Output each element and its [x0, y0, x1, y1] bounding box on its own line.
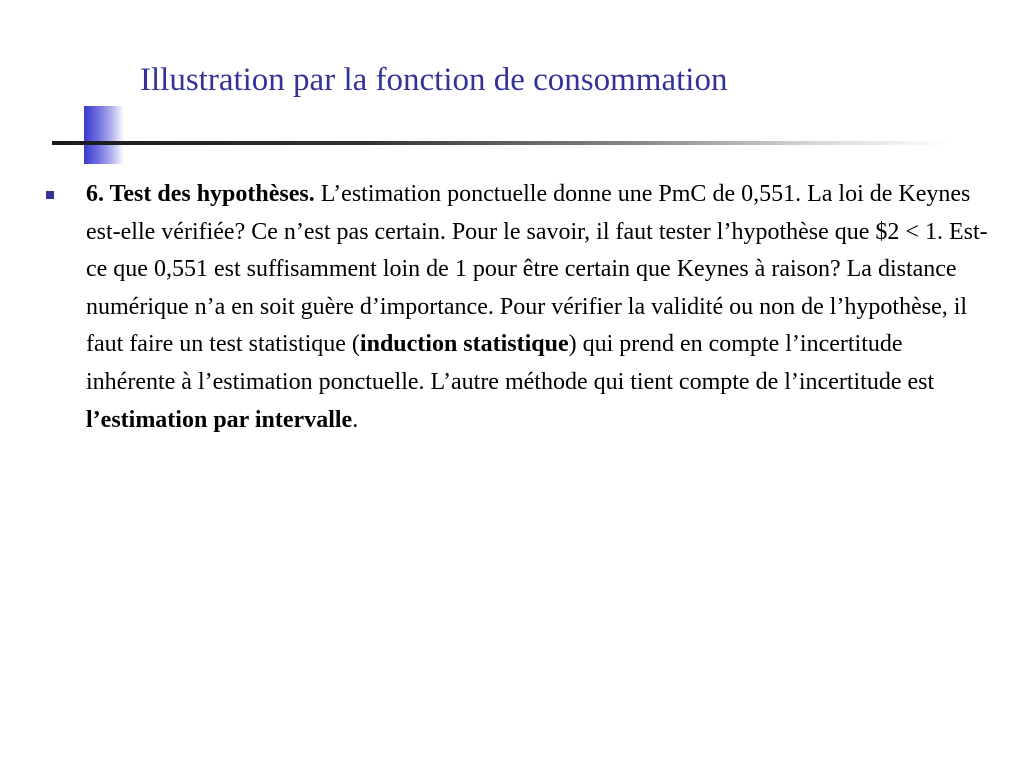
bullet-item — [46, 176, 996, 439]
term-induction-statistique: induction statistique — [359, 331, 569, 358]
title-accent-block — [84, 106, 124, 164]
bullet-text-part-2: ) qui prend en compte l’incertitude inhérente à l’estimation ponctuelle. L’autre méthode qui tient compte de l’incertitude est — [86, 331, 935, 395]
bullet-text-part-3: . — [352, 406, 359, 433]
slide-body — [46, 176, 996, 439]
slide-title: Illustration par la fonction de consommation — [140, 62, 728, 98]
title-underline-rule — [52, 141, 952, 145]
bullet-text-part-1: L’estimation ponctuelle donne une PmC de 0,551. La loi de Keynes est-elle vérifiée? Ce n’est pas certain. Pour le savoir, il faut tester l’hypothèse que $2 < 1. Est-ce que 0,551 est suffisamment loin de 1 pour être certain que Keynes à raison? La distance numérique n’a en soit guère d’importance. Pour vérifier la validité ou non de l’hypothèse, il faut faire un test statistique ( — [86, 181, 988, 358]
square-bullet-icon — [46, 191, 54, 199]
bullet-paragraph — [86, 181, 988, 433]
bullet-heading: 6. Test des hypothèses. — [86, 181, 315, 207]
term-estimation-par-intervalle: l’estimation par intervalle — [86, 406, 353, 433]
